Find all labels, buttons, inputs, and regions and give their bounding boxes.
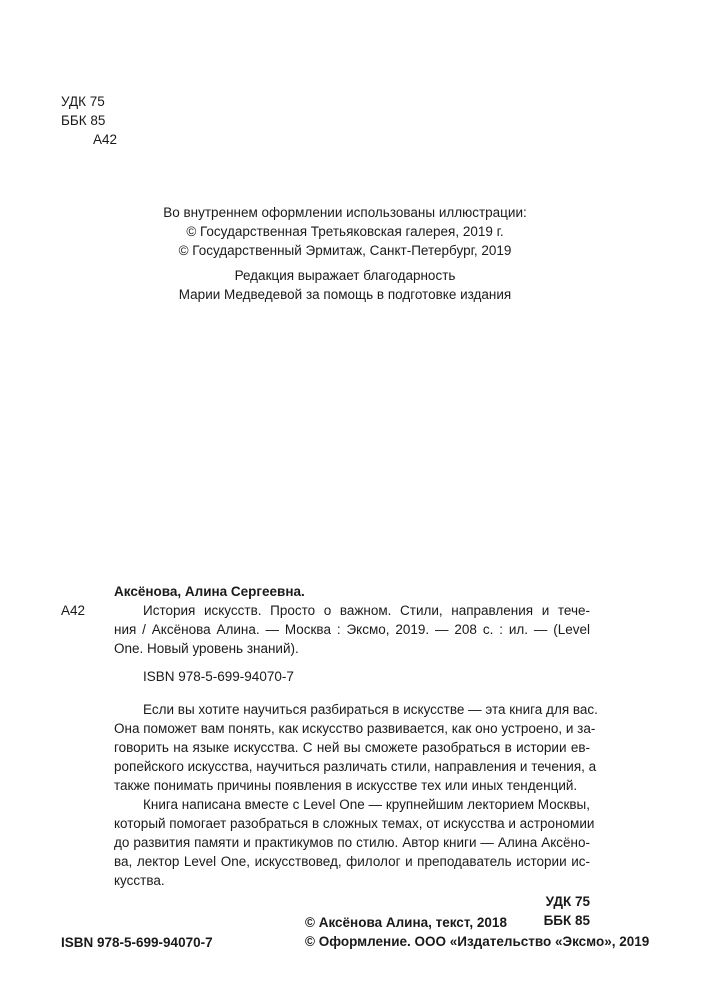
thanks-line: Марии Медведевой за помощь в подготовке издания [178, 287, 512, 302]
annotation-line: говорить на языке искусства. С ней вы сможете разобраться в истории ев- [114, 740, 590, 755]
author-mark: А42 [93, 132, 118, 147]
credit-line: © Государственная Третьяковская галерея, 2019 г. [186, 224, 504, 239]
illustration-credits [100, 203, 590, 260]
catalog-author: Аксёнова, Алина Сергеевна. [114, 584, 305, 599]
catalog-bbk: ББК 85 [543, 913, 590, 928]
catalog-description-line: One. Новый уровень знаний). [114, 641, 299, 656]
classification-codes [61, 92, 117, 149]
annotation-line: который помогает разобраться в сложных темах, от искусства и астрономии [114, 816, 595, 831]
catalog-card [114, 582, 598, 930]
annotation-line: Книга написана вместе с Level One — крупнейшим лекторием Москвы, [143, 797, 590, 812]
catalog-description-line: ния / Аксёнова Алина. — Москва : Эксмо, 2019. — 208 с. : ил. — (Level [114, 622, 590, 637]
credit-line: Во внутреннем оформлении использованы иллюстрации: [163, 205, 527, 220]
annotation-line: кусства. [114, 873, 165, 888]
annotation-line: также понимать причины появления в искусстве тех или иных тенденций. [114, 778, 578, 793]
annotation-paragraph-1 [114, 700, 598, 795]
annotation-line: до развития памяти и практикумов по стилю. Автор книги — Алина Аксёно- [114, 835, 590, 850]
catalog-udk: УДК 75 [545, 894, 590, 909]
udk-code: УДК 75 [61, 94, 105, 109]
acknowledgements [100, 266, 590, 304]
credit-line: © Государственный Эрмитаж, Санкт-Петербург, 2019 [178, 243, 512, 258]
annotation-line: ропейского искусства, научиться различать стили, направления и течения, а [114, 759, 597, 774]
footer-isbn: ISBN 978-5-699-94070-7 [61, 935, 213, 950]
annotation-line: Она поможет вам понять, как искусство развивается, как оно устроено, и за- [114, 721, 596, 736]
catalog-isbn: ISBN 978-5-699-94070-7 [143, 669, 294, 684]
copyright-design: © Оформление. ООО «Издательство «Эксмо», 2019 [305, 934, 650, 949]
catalog-author-mark: А42 [61, 603, 86, 618]
annotation-line: Если вы хотите научиться разбираться в искусстве — эта книга для вас. [143, 702, 598, 717]
bbk-code: ББК 85 [61, 113, 106, 128]
annotation-paragraph-2 [114, 795, 595, 890]
thanks-line: Редакция выражает благодарность [234, 268, 456, 283]
catalog-description-line: История искусств. Просто о важном. Стили, направления и тече- [143, 603, 590, 618]
annotation-line: ва, лектор Level One, искусствовед, филолог и преподаватель истории ис- [114, 854, 590, 869]
copyright-block [305, 913, 649, 951]
copyright-text: © Аксёнова Алина, текст, 2018 [305, 915, 507, 930]
